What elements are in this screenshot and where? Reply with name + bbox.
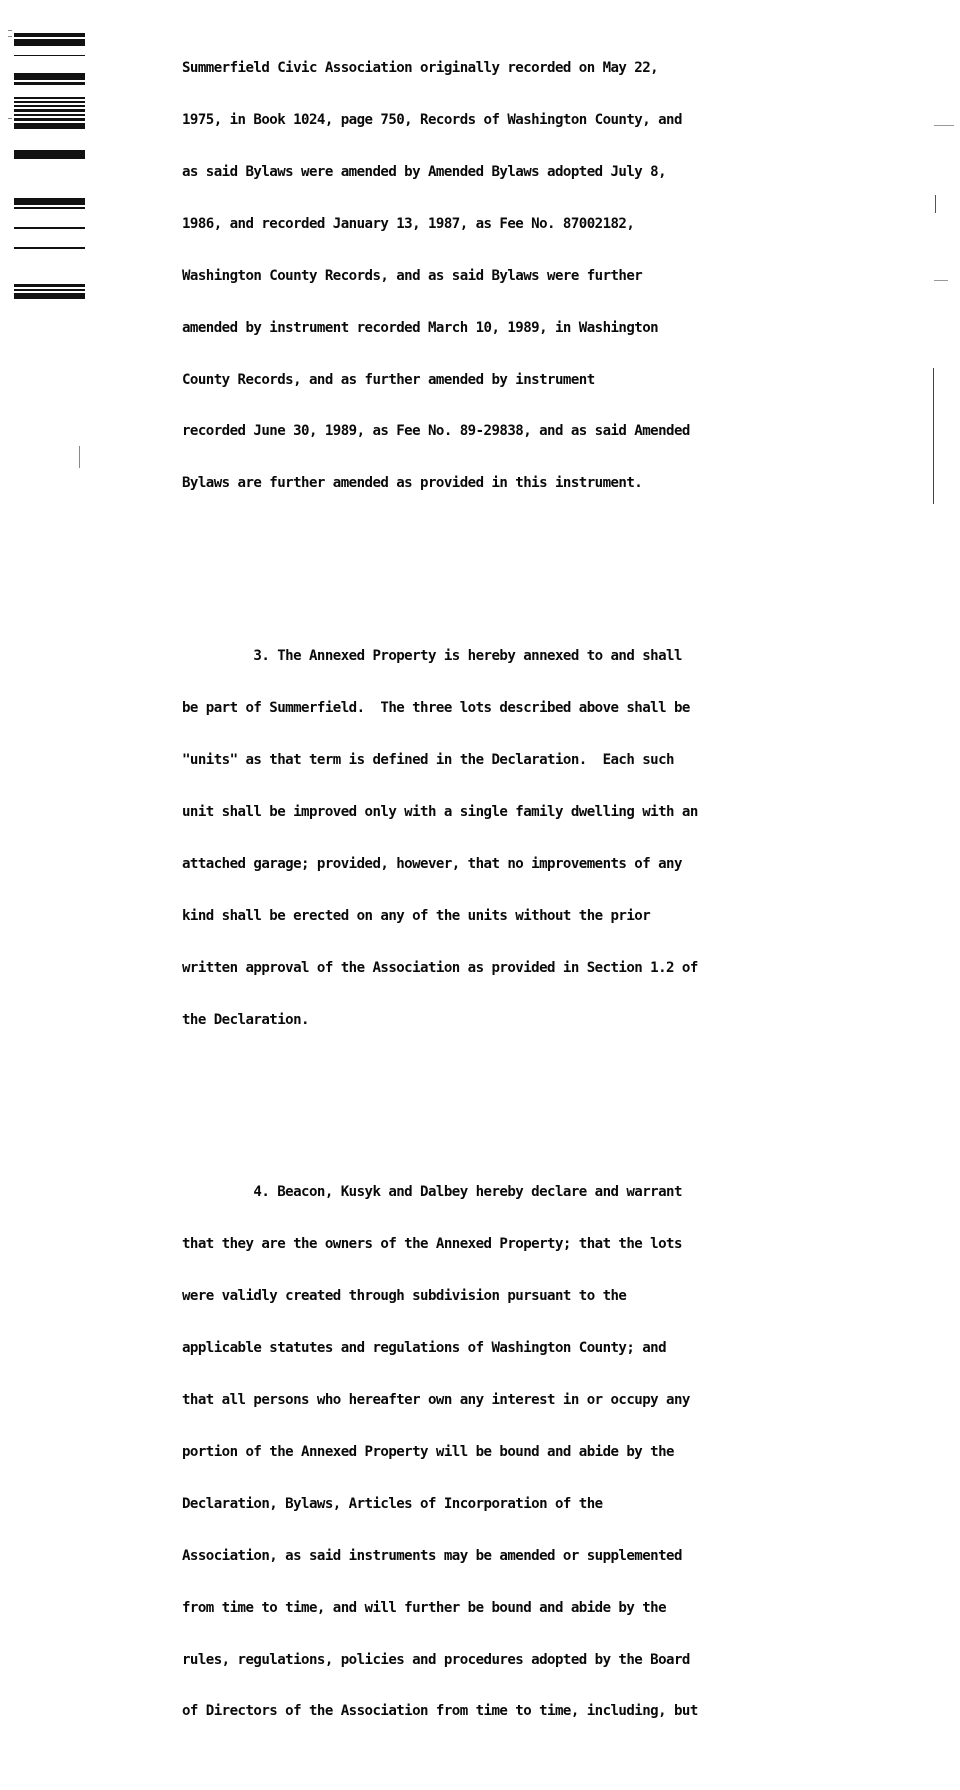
margin-mark [14, 293, 85, 299]
text-line: attached garage; provided, however, that no improvements of any [182, 855, 682, 872]
text-line: amended by instrument recorded March 10, 1989, in Washington [182, 319, 659, 336]
text-line: of Directors of the Association from time to time, including, but [182, 1703, 698, 1720]
margin-mark [14, 105, 85, 107]
margin-mark [14, 247, 85, 249]
text-line: kind shall be erected on any of the units without the prior [182, 907, 651, 924]
margin-mark [14, 227, 85, 229]
text-line: as said Bylaws were amended by Amended Bylaws adopted July 8, [182, 163, 667, 180]
margin-tick [934, 125, 954, 126]
margin-mark [14, 114, 85, 116]
margin-mark [14, 150, 85, 159]
document-body [182, 0, 862, 1790]
margin-mark [14, 82, 85, 85]
margin-tick [933, 368, 934, 504]
text-line: Summerfield Civic Association originally recorded on May 22, [182, 60, 659, 77]
paragraph-gap [182, 1098, 862, 1115]
text-line: from time to time, and will further be bound and abide by the [182, 1599, 667, 1616]
text-line: 3. The Annexed Property is hereby annexed to and shall [182, 648, 682, 665]
paragraph-gap [182, 562, 862, 579]
text-line: Association, as said instruments may be amended or supplemented [182, 1547, 682, 1564]
text-line: County Records, and as further amended by instrument [182, 371, 595, 388]
text-line: were validly created through subdivision pursuant to the [182, 1288, 627, 1305]
margin-mark [14, 97, 85, 99]
text-line: rules, regulations, policies and procedures adopted by the Board [182, 1651, 690, 1668]
margin-mark [14, 55, 85, 56]
margin-mark [14, 109, 85, 112]
text-line: "units" as that term is defined in the Declaration. Each such [182, 752, 674, 769]
text-line: that they are the owners of the Annexed Property; that the lots [182, 1236, 682, 1253]
text-line: that all persons who hereafter own any interest in or occupy any [182, 1392, 690, 1409]
text-line: the Declaration. [182, 1011, 309, 1028]
margin-mark [14, 123, 85, 129]
paragraph-section-4 [182, 1150, 862, 1755]
margin-tick [79, 446, 80, 468]
margin-tick [8, 36, 12, 37]
text-line: Declaration, Bylaws, Articles of Incorporation of the [182, 1495, 603, 1512]
text-line: 1986, and recorded January 13, 1987, as Fee No. 87002182, [182, 215, 635, 232]
margin-mark [14, 198, 85, 205]
text-line: 4. Beacon, Kusyk and Dalbey hereby declare and warrant [182, 1184, 682, 1201]
margin-tick [8, 118, 12, 119]
margin-mark [14, 289, 85, 291]
margin-tick [935, 195, 936, 213]
margin-mark [14, 33, 85, 37]
margin-mark [14, 73, 85, 80]
text-line: applicable statutes and regulations of Washington County; and [182, 1340, 667, 1357]
margin-mark [14, 284, 85, 287]
text-line: written approval of the Association as provided in Section 1.2 of [182, 959, 698, 976]
text-line: be part of Summerfield. The three lots described above shall be [182, 700, 690, 717]
margin-mark [14, 207, 85, 209]
margin-mark [14, 39, 85, 46]
text-line: 1975, in Book 1024, page 750, Records of Washington County, and [182, 112, 682, 129]
text-line: unit shall be improved only with a single family dwelling with an [182, 803, 698, 820]
text-line: Washington County Records, and as said Bylaws were further [182, 267, 643, 284]
paragraph-section-3 [182, 614, 862, 1064]
text-line: recorded June 30, 1989, as Fee No. 89-29838, and as said Amended [182, 423, 690, 440]
margin-tick [934, 280, 948, 281]
margin-tick [8, 30, 12, 31]
margin-mark [14, 101, 85, 103]
text-line: Bylaws are further amended as provided in this instrument. [182, 475, 643, 492]
margin-mark [14, 118, 85, 121]
text-line: portion of the Annexed Property will be bound and abide by the [182, 1443, 674, 1460]
paragraph-bylaws [182, 26, 862, 528]
